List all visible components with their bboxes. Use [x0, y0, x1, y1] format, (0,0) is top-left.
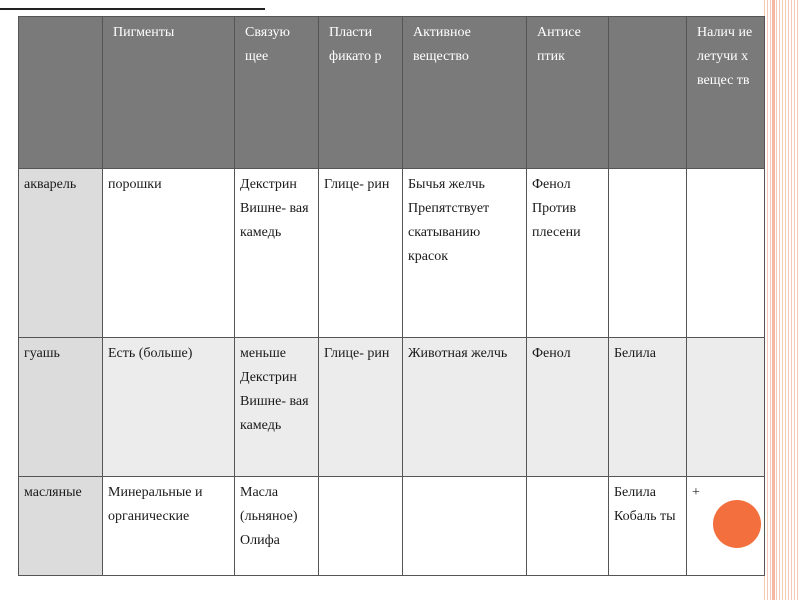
table-cell	[687, 169, 765, 338]
row-label: гуашь	[19, 338, 103, 477]
top-rule	[0, 8, 265, 10]
table-row	[19, 169, 765, 338]
table-row	[19, 338, 765, 477]
header-cell-pigments: Пигменты	[103, 17, 235, 169]
header-cell-active-substance: Активное вещество	[403, 17, 527, 169]
table-cell: Белила Кобаль ты	[609, 477, 687, 576]
header-cell-empty	[19, 17, 103, 169]
table-cell	[403, 477, 527, 576]
table-cell: Есть (больше)	[103, 338, 235, 477]
table-cell: Глице- рин	[319, 169, 403, 338]
table-cell: Фенол Против плесени	[527, 169, 609, 338]
comparison-table	[18, 16, 765, 576]
header-row	[19, 17, 765, 169]
table-cell: порошки	[103, 169, 235, 338]
row-label: масляные	[19, 477, 103, 576]
table-cell: Фенол	[527, 338, 609, 477]
header-cell-plasticizer: Пласти фикато р	[319, 17, 403, 169]
table-cell: Бычья желчь Препятствует скатыванию красок	[403, 169, 527, 338]
table-cell: Животная желчь	[403, 338, 527, 477]
header-cell-binder: Связую щее	[235, 17, 319, 169]
header-cell-volatile: Налич ие летучи х вещес тв	[687, 17, 765, 169]
header-cell-antiseptic: Антисе птик	[527, 17, 609, 169]
table-cell: Глице- рин	[319, 338, 403, 477]
table-row	[19, 477, 765, 576]
side-accent-line	[772, 0, 775, 600]
table-cell: Белила	[609, 338, 687, 477]
table-cell: Минеральные и органические	[103, 477, 235, 576]
table-cell: Декстрин Вишне- вая камедь	[235, 169, 319, 338]
table-cell: меньше Декстрин Вишне- вая камедь	[235, 338, 319, 477]
row-label: акварель	[19, 169, 103, 338]
side-stripes-decoration	[762, 0, 800, 600]
header-cell-empty-2	[609, 17, 687, 169]
table-cell	[609, 169, 687, 338]
table-cell: Масла (льняное) Олифа	[235, 477, 319, 576]
table-cell	[319, 477, 403, 576]
table-cell: +	[687, 477, 765, 576]
table-cell	[687, 338, 765, 477]
table-cell	[527, 477, 609, 576]
orange-circle-decoration	[713, 500, 761, 548]
